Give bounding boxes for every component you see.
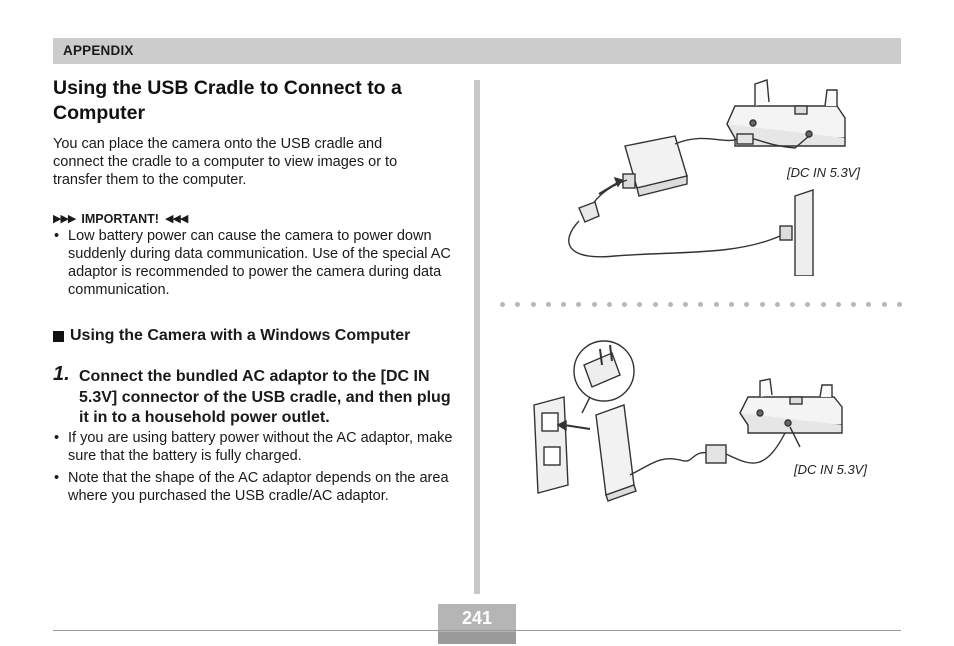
section-heading xyxy=(53,326,455,346)
dot xyxy=(592,302,597,307)
dot xyxy=(836,302,841,307)
square-bullet-icon xyxy=(53,331,64,342)
column-divider xyxy=(474,80,480,594)
dot xyxy=(531,302,536,307)
dot xyxy=(515,302,520,307)
step-text: Connect the bundled AC adaptor to the [DC IN 5.3V] connector of the USB cradle, and then plug it in to a household power outlet. xyxy=(79,368,451,426)
important-label: IMPORTANT! xyxy=(81,212,159,226)
dot xyxy=(561,302,566,307)
dot xyxy=(500,302,505,307)
dc-in-label-bottom: [DC IN 5.3V] xyxy=(794,462,867,477)
dot xyxy=(698,302,703,307)
dot xyxy=(546,302,551,307)
dot xyxy=(760,302,765,307)
dot xyxy=(790,302,795,307)
dotted-separator xyxy=(500,300,902,308)
dot xyxy=(851,302,856,307)
dot xyxy=(805,302,810,307)
page-number: 241 xyxy=(461,608,493,628)
dot xyxy=(714,302,719,307)
list-item: • If you are using battery power without the AC adaptor, make sure that the battery is fully charged. xyxy=(53,429,455,465)
page-number-tab xyxy=(438,604,516,644)
important-right-marks-icon: ◀◀◀ xyxy=(164,213,188,225)
dot xyxy=(683,302,688,307)
important-list xyxy=(53,227,455,299)
dot xyxy=(653,302,658,307)
dot xyxy=(744,302,749,307)
dc-in-label-top: [DC IN 5.3V] xyxy=(787,165,860,180)
dot xyxy=(821,302,826,307)
footer-rule xyxy=(53,630,901,631)
list-item: • Low battery power can cause the camera to power down suddenly during data communication. Use of the special AC adaptor is recommended to power the camera during data communication. xyxy=(53,227,455,299)
cradle-connection-illustration-bottom xyxy=(520,335,890,525)
important-heading xyxy=(53,211,455,227)
page-number-band xyxy=(438,632,516,644)
list-item: • Note that the shape of the AC adaptor depends on the area where you purchased the USB cradle/AC adaptor. xyxy=(53,469,455,505)
dot xyxy=(882,302,887,307)
step-1 xyxy=(53,363,455,429)
dot xyxy=(607,302,612,307)
page-title: Using the USB Cradle to Connect to a Computer xyxy=(53,77,402,124)
intro-paragraph: You can place the camera onto the USB cradle and connect the cradle to a computer to view images or to transfer them to the computer. xyxy=(53,136,398,188)
important-left-marks-icon: ▶▶▶ xyxy=(53,213,76,225)
dot xyxy=(866,302,871,307)
dot xyxy=(668,302,673,307)
dot xyxy=(775,302,780,307)
dot xyxy=(897,302,902,307)
main-text-column xyxy=(53,76,455,509)
dot xyxy=(637,302,642,307)
section-header-bar xyxy=(53,38,901,64)
dot xyxy=(729,302,734,307)
step-number: 1. xyxy=(53,363,70,385)
step-1-notes xyxy=(53,429,455,505)
section-heading-text: Using the Camera with a Windows Computer xyxy=(70,327,411,344)
section-name: APPENDIX xyxy=(63,43,134,58)
dot xyxy=(622,302,627,307)
dot xyxy=(576,302,581,307)
